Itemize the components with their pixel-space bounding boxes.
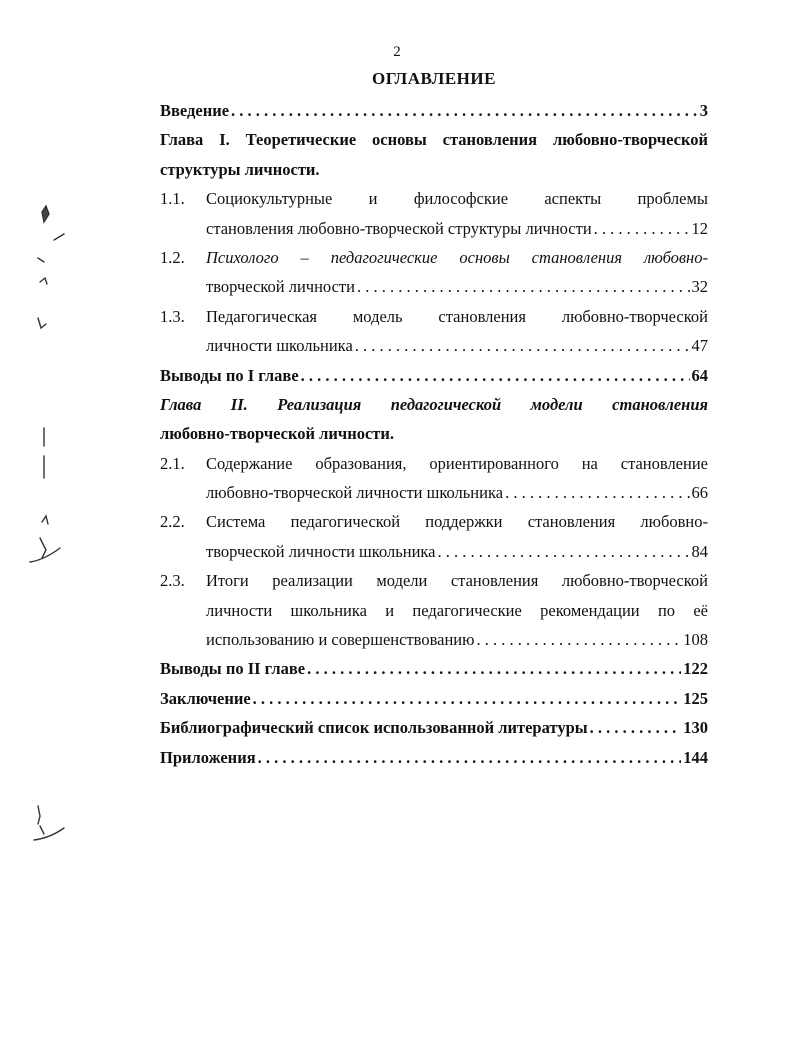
toc-entry-label: Выводы по II главе (160, 659, 306, 679)
page-title: ОГЛАВЛЕНИЕ (372, 69, 496, 88)
page-number: 2 (393, 44, 401, 60)
toc-entry-conclusions-2[interactable] (160, 654, 708, 683)
chapter-2-title-line-2[interactable]: любовно-творческой личности. (160, 424, 395, 444)
toc-entry-2-2[interactable] (160, 507, 708, 536)
section-number: 1.3. (160, 306, 185, 326)
toc-leader-dots (357, 272, 690, 301)
toc-entry-1-3[interactable] (160, 302, 708, 331)
toc-entry-label: Заключение (160, 688, 251, 708)
toc-page-number: 144 (683, 747, 708, 767)
toc-entry-label: Выводы по I главе (160, 365, 299, 385)
toc-entry-label: Педагогическая модель становления любовно-творческой (206, 306, 708, 326)
toc-entry-label: личности школьника (206, 336, 353, 356)
toc-entry-label: Итоги реализации модели становления любовно-творческой (206, 571, 708, 591)
toc-entry-conclusions-1[interactable] (160, 361, 708, 390)
toc-entry-label: Содержание образования, ориентированного на становление (206, 453, 708, 473)
toc-entry-2-3-cont-2[interactable] (160, 625, 708, 654)
section-number: 1.1. (160, 189, 185, 209)
toc-entry-2-2-cont[interactable] (160, 537, 708, 566)
section-number: 2.1. (160, 453, 185, 473)
toc-entry-label: Введение (160, 101, 230, 120)
toc-entry-label: творческой личности школьника (206, 541, 436, 561)
toc-entry-label: Библиографический список использованной литературы (160, 718, 588, 738)
section-number: 2.2. (160, 512, 185, 532)
toc-entry-label: становления любовно-творческой структуры личности (206, 218, 592, 238)
toc-leader-dots (505, 478, 689, 507)
toc-page-number: 84 (691, 541, 708, 561)
toc-entry-1-2[interactable] (160, 243, 708, 272)
toc-page-number: 47 (691, 336, 708, 356)
toc-entry-2-3[interactable] (160, 566, 708, 595)
toc-entry-2-3-cont[interactable] (160, 596, 708, 625)
toc-entry-label: Социокультурные и философские аспекты проблемы (206, 189, 708, 209)
toc-leader-dots (476, 625, 681, 654)
toc-page-number: 66 (691, 483, 708, 503)
toc-entry-1-1[interactable] (160, 184, 708, 213)
toc-entry-label: личности школьника и педагогические рекомендации по её (206, 600, 708, 620)
toc-leader-dots (301, 361, 690, 390)
toc-page-number: 64 (691, 365, 708, 385)
toc-leader-dots (307, 654, 681, 683)
toc-page-number: 125 (683, 688, 708, 708)
chapter-1-title-line-2[interactable]: структуры личности. (160, 159, 320, 179)
chapter-1-title-line-1[interactable]: Глава I. Теоретические основы становления любовно-творческой (160, 130, 708, 150)
section-number: 2.3. (160, 571, 185, 591)
toc-entry-appendix[interactable] (160, 743, 708, 772)
toc-leader-dots (438, 537, 690, 566)
toc-entry-intro[interactable] (160, 96, 708, 125)
toc-entry-label: Приложения (160, 747, 256, 767)
section-number: 1.2. (160, 247, 185, 267)
toc-entry-label: Психолого – педагогические основы становления любовно- (206, 247, 708, 267)
toc-entry-1-2-cont[interactable] (160, 272, 708, 301)
toc-entry-label: Система педагогической поддержки становления любовно- (206, 512, 708, 532)
toc-entry-label: любовно-творческой личности школьника (206, 483, 504, 503)
toc-entry-conclusion[interactable] (160, 684, 708, 713)
toc-page-number: 122 (683, 659, 708, 679)
toc-leader-dots (258, 743, 682, 772)
toc-leader-dots (355, 331, 690, 360)
toc-page-number: 130 (683, 718, 708, 738)
toc-entry-1-1-cont[interactable] (160, 214, 708, 243)
toc-page-number: 3 (699, 101, 708, 120)
toc-page-number: 12 (691, 218, 708, 238)
toc-entry-label: творческой личности (206, 277, 355, 297)
scan-artifact-marks (20, 200, 100, 1060)
chapter-2-title-line-1[interactable]: Глава II. Реализация педагогической модели становления (160, 394, 708, 414)
toc-entry-bibliography[interactable] (160, 713, 708, 742)
toc-entry-label: использованию и совершенствованию (206, 630, 475, 650)
toc-entry-2-1[interactable] (160, 449, 708, 478)
toc-leader-dots (253, 684, 682, 713)
toc-page-number: 108 (683, 630, 708, 650)
table-of-contents (160, 96, 708, 772)
toc-entry-2-1-cont[interactable] (160, 478, 708, 507)
toc-leader-dots (594, 214, 690, 243)
toc-page-number: 32 (691, 277, 708, 297)
toc-leader-dots (231, 96, 698, 125)
toc-entry-1-3-cont[interactable] (160, 331, 708, 360)
toc-leader-dots (590, 713, 682, 742)
